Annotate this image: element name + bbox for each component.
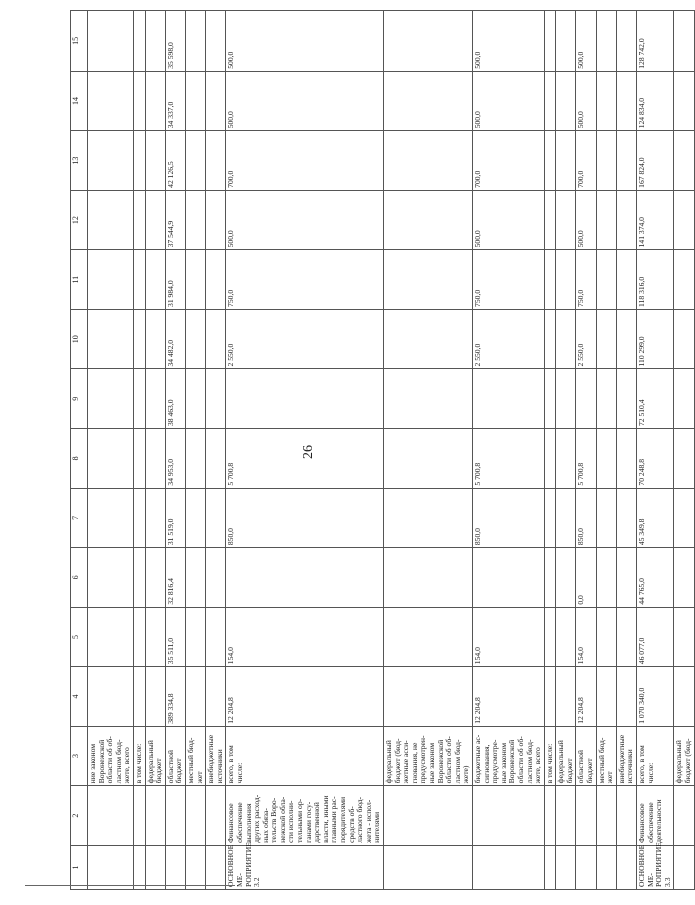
column-number: 4 — [71, 667, 88, 727]
amount-cell — [544, 369, 556, 429]
amount-cell: 167 824,0 — [637, 131, 674, 191]
column-number: 3 — [71, 726, 88, 786]
amount-cell: 12 204,8 — [576, 667, 596, 727]
amount-cell: 141 374,0 — [637, 190, 674, 250]
funding-source: всего, в том числе: — [637, 726, 674, 786]
amount-cell: 500,0 — [472, 190, 544, 250]
event-code — [616, 845, 636, 889]
funding-source: местный бюд-жет — [185, 726, 205, 786]
table-row — [145, 11, 165, 890]
amount-cell — [88, 71, 134, 131]
amount-cell — [596, 11, 616, 72]
amount-cell — [596, 71, 616, 131]
amount-cell: 500,0 — [472, 11, 544, 72]
amount-cell — [384, 548, 473, 608]
amount-cell — [674, 607, 694, 667]
amount-cell — [384, 250, 473, 310]
event-name: Финансовое обеспечение выполнения других расход-ных обяза-тельств Воро-нежской обла-сти исполни-тельными ор-ганами госу-дарственной власти, иными главными рас-порядителями средств об-ластного бюд-жета - испол-нителями — [226, 786, 384, 846]
amount-cell: 700,0 — [472, 131, 544, 191]
amount-cell: 2 550,0 — [576, 309, 596, 369]
event-code — [185, 845, 205, 889]
amount-cell: 850,0 — [226, 488, 384, 548]
event-code — [165, 845, 185, 889]
amount-cell — [596, 131, 616, 191]
event-code — [206, 845, 226, 889]
amount-cell — [384, 11, 473, 72]
amount-cell: 44 765,0 — [637, 548, 674, 608]
funding-source: в том числе: — [133, 726, 145, 786]
event-name: Финансовое обеспечение деятельности — [637, 786, 674, 846]
column-number: 12 — [71, 190, 88, 250]
event-code — [472, 845, 544, 889]
event-code — [145, 845, 165, 889]
table-row — [556, 11, 576, 890]
event-code — [556, 845, 576, 889]
event-code — [576, 845, 596, 889]
column-number: 10 — [71, 309, 88, 369]
amount-cell — [185, 250, 205, 310]
amount-cell — [472, 369, 544, 429]
amount-cell: 750,0 — [472, 250, 544, 310]
amount-cell — [556, 309, 576, 369]
amount-cell — [384, 190, 473, 250]
amount-cell — [206, 309, 226, 369]
amount-cell — [596, 429, 616, 489]
amount-cell — [88, 429, 134, 489]
funding-source: местный бюд-жет — [596, 726, 616, 786]
amount-cell — [133, 488, 145, 548]
amount-cell — [226, 548, 384, 608]
amount-cell: 154,0 — [472, 607, 544, 667]
funding-source: областной бюджет — [576, 726, 596, 786]
table-row — [472, 11, 544, 890]
event-name — [145, 786, 165, 846]
amount-cell — [145, 667, 165, 727]
amount-cell: 500,0 — [226, 190, 384, 250]
event-name — [472, 786, 544, 846]
amount-cell — [185, 11, 205, 72]
amount-cell — [556, 71, 576, 131]
funding-source: бюджетные ас-сигнования, предусмотре-ные законом Воронежской области об об-ластном бюд-жете, всего — [472, 726, 544, 786]
amount-cell — [616, 369, 636, 429]
event-name — [674, 786, 694, 846]
amount-cell: 700,0 — [576, 131, 596, 191]
amount-cell: 154,0 — [576, 607, 596, 667]
amount-cell — [384, 667, 473, 727]
column-number: 13 — [71, 131, 88, 191]
amount-cell — [384, 369, 473, 429]
event-name — [556, 786, 576, 846]
amount-cell — [384, 131, 473, 191]
amount-cell — [616, 71, 636, 131]
column-number: 6 — [71, 548, 88, 608]
amount-cell: 12 204,8 — [226, 667, 384, 727]
event-name — [384, 786, 473, 846]
amount-cell — [206, 71, 226, 131]
amount-cell — [133, 607, 145, 667]
column-number: 2 — [71, 786, 88, 846]
amount-cell — [185, 309, 205, 369]
amount-cell — [674, 548, 694, 608]
amount-cell — [145, 131, 165, 191]
amount-cell: 750,0 — [576, 250, 596, 310]
amount-cell: 72 510,4 — [637, 369, 674, 429]
amount-cell — [226, 369, 384, 429]
amount-cell — [133, 309, 145, 369]
amount-cell — [616, 250, 636, 310]
amount-cell — [616, 429, 636, 489]
table-row — [544, 11, 556, 890]
amount-cell: 37 544,9 — [165, 190, 185, 250]
amount-cell: 500,0 — [576, 190, 596, 250]
amount-cell — [616, 667, 636, 727]
amount-cell: 42 126,5 — [165, 131, 185, 191]
amount-cell: 124 834,0 — [637, 71, 674, 131]
amount-cell — [88, 488, 134, 548]
amount-cell — [544, 429, 556, 489]
amount-cell — [544, 11, 556, 72]
amount-cell — [133, 11, 145, 72]
amount-cell — [206, 131, 226, 191]
amount-cell: 1 070 340,0 — [637, 667, 674, 727]
amount-cell — [596, 309, 616, 369]
amount-cell — [133, 369, 145, 429]
amount-cell — [384, 488, 473, 548]
amount-cell: 45 349,8 — [637, 488, 674, 548]
amount-cell — [556, 429, 576, 489]
table-row — [616, 11, 636, 890]
amount-cell — [596, 369, 616, 429]
amount-cell: 500,0 — [226, 11, 384, 72]
amount-cell — [88, 190, 134, 250]
amount-cell — [674, 250, 694, 310]
amount-cell — [133, 250, 145, 310]
amount-cell: 46 077,0 — [637, 607, 674, 667]
table-row — [185, 11, 205, 890]
amount-cell: 38 463,0 — [165, 369, 185, 429]
funding-source: областной бюджет — [165, 726, 185, 786]
amount-cell: 70 248,8 — [637, 429, 674, 489]
amount-cell — [674, 131, 694, 191]
amount-cell — [544, 548, 556, 608]
amount-cell — [206, 667, 226, 727]
amount-cell — [88, 667, 134, 727]
amount-cell — [576, 369, 596, 429]
amount-cell — [556, 488, 576, 548]
amount-cell — [556, 11, 576, 72]
amount-cell — [185, 71, 205, 131]
amount-cell — [206, 11, 226, 72]
amount-cell — [556, 131, 576, 191]
amount-cell: 5 700,8 — [576, 429, 596, 489]
funding-source: в том числе: — [544, 726, 556, 786]
amount-cell — [596, 250, 616, 310]
amount-cell — [88, 548, 134, 608]
budget-table — [70, 10, 695, 890]
table-row — [88, 11, 134, 890]
amount-cell — [596, 667, 616, 727]
table-row — [674, 11, 694, 890]
amount-cell: 500,0 — [576, 11, 596, 72]
column-number: 5 — [71, 607, 88, 667]
funding-source: внебюджетные источники — [206, 726, 226, 786]
event-code — [544, 845, 556, 889]
amount-cell — [556, 250, 576, 310]
column-number: 1 — [71, 845, 88, 889]
amount-cell — [556, 548, 576, 608]
amount-cell — [674, 429, 694, 489]
event-name — [133, 786, 145, 846]
funding-source: внебюджетные источники — [616, 726, 636, 786]
rotated-budget-table — [70, 10, 692, 890]
amount-cell: 154,0 — [226, 607, 384, 667]
amount-cell — [206, 190, 226, 250]
amount-cell — [185, 369, 205, 429]
event-code — [596, 845, 616, 889]
amount-cell — [544, 71, 556, 131]
amount-cell — [596, 607, 616, 667]
amount-cell — [185, 488, 205, 548]
amount-cell — [596, 190, 616, 250]
table-body — [71, 11, 695, 890]
amount-cell — [145, 429, 165, 489]
amount-cell — [556, 607, 576, 667]
table-row — [596, 11, 616, 890]
amount-cell — [674, 71, 694, 131]
amount-cell: 34 482,0 — [165, 309, 185, 369]
amount-cell — [133, 429, 145, 489]
amount-cell — [544, 250, 556, 310]
amount-cell: 389 334,8 — [165, 667, 185, 727]
amount-cell: 700,0 — [226, 131, 384, 191]
amount-cell — [145, 71, 165, 131]
funding-source: всего, в том числе: — [226, 726, 384, 786]
amount-cell: 850,0 — [472, 488, 544, 548]
amount-cell — [384, 607, 473, 667]
event-code — [133, 845, 145, 889]
event-name — [165, 786, 185, 846]
table-row — [206, 11, 226, 890]
amount-cell — [384, 309, 473, 369]
amount-cell — [544, 667, 556, 727]
amount-cell — [133, 131, 145, 191]
amount-cell — [206, 548, 226, 608]
amount-cell — [616, 488, 636, 548]
funding-source: ние законом Воронежской области об об-ластном бюд-жете, всего — [88, 726, 134, 786]
page-number: 26 — [301, 445, 316, 459]
amount-cell — [674, 369, 694, 429]
amount-cell — [133, 190, 145, 250]
amount-cell — [133, 548, 145, 608]
amount-cell — [185, 548, 205, 608]
funding-source: федеральный бюджет (бюд-жетные асси-гнования, не предусмотрен-ные законом Воронежской области об об-ластном бюд-жете) — [384, 726, 473, 786]
amount-cell — [145, 190, 165, 250]
amount-cell: 118 316,0 — [637, 250, 674, 310]
footnote-divider — [25, 885, 235, 886]
amount-cell: 110 299,0 — [637, 309, 674, 369]
amount-cell: 750,0 — [226, 250, 384, 310]
amount-cell — [544, 607, 556, 667]
event-name — [544, 786, 556, 846]
amount-cell — [674, 11, 694, 72]
amount-cell — [544, 309, 556, 369]
amount-cell — [596, 488, 616, 548]
amount-cell: 35 598,0 — [165, 11, 185, 72]
amount-cell: 34 337,0 — [165, 71, 185, 131]
amount-cell — [556, 369, 576, 429]
amount-cell — [472, 548, 544, 608]
amount-cell — [556, 190, 576, 250]
amount-cell: 5 700,8 — [226, 429, 384, 489]
amount-cell: 5 700,8 — [472, 429, 544, 489]
amount-cell: 500,0 — [226, 71, 384, 131]
amount-cell — [206, 488, 226, 548]
amount-cell: 32 816,4 — [165, 548, 185, 608]
event-code — [384, 845, 473, 889]
amount-cell — [206, 607, 226, 667]
event-name — [616, 786, 636, 846]
funding-source: федеральный бюджет — [556, 726, 576, 786]
amount-cell — [185, 190, 205, 250]
amount-cell — [145, 369, 165, 429]
header-row — [71, 11, 88, 890]
event-code: ОСНОВНОЕ МЕ-РОПРИЯТИЕ 3.2 — [226, 845, 384, 889]
column-number: 7 — [71, 488, 88, 548]
event-name — [576, 786, 596, 846]
amount-cell: 31 984,0 — [165, 250, 185, 310]
amount-cell — [206, 250, 226, 310]
amount-cell: 500,0 — [576, 71, 596, 131]
column-number: 9 — [71, 369, 88, 429]
event-code — [674, 845, 694, 889]
column-number: 8 — [71, 429, 88, 489]
amount-cell: 500,0 — [472, 71, 544, 131]
amount-cell — [145, 607, 165, 667]
amount-cell: 2 550,0 — [226, 309, 384, 369]
amount-cell — [674, 667, 694, 727]
amount-cell — [185, 667, 205, 727]
table-row — [133, 11, 145, 890]
amount-cell — [88, 309, 134, 369]
amount-cell — [674, 190, 694, 250]
amount-cell — [544, 488, 556, 548]
funding-source: федеральный бюджет — [145, 726, 165, 786]
event-name — [596, 786, 616, 846]
table-row — [637, 11, 674, 890]
amount-cell — [206, 429, 226, 489]
event-name — [88, 786, 134, 846]
table-row — [576, 11, 596, 890]
amount-cell — [616, 190, 636, 250]
amount-cell — [596, 548, 616, 608]
amount-cell — [674, 309, 694, 369]
amount-cell — [556, 667, 576, 727]
funding-source: федеральный бюджет (бюд- — [674, 726, 694, 786]
table-row — [226, 11, 384, 890]
amount-cell: 31 519,0 — [165, 488, 185, 548]
amount-cell — [185, 131, 205, 191]
amount-cell: 0,0 — [576, 548, 596, 608]
amount-cell: 35 511,0 — [165, 607, 185, 667]
amount-cell: 34 953,0 — [165, 429, 185, 489]
amount-cell — [206, 369, 226, 429]
column-number: 11 — [71, 250, 88, 310]
amount-cell — [88, 369, 134, 429]
event-code: ОСНОВНОЕ МЕ-РОПРИЯТИЕ 3.3 — [637, 845, 674, 889]
amount-cell — [544, 190, 556, 250]
amount-cell: 2 550,0 — [472, 309, 544, 369]
amount-cell — [616, 607, 636, 667]
amount-cell: 128 742,0 — [637, 11, 674, 72]
amount-cell — [88, 11, 134, 72]
amount-cell — [133, 667, 145, 727]
amount-cell: 12 204,8 — [472, 667, 544, 727]
event-name — [185, 786, 205, 846]
event-code — [88, 845, 134, 889]
amount-cell — [145, 309, 165, 369]
amount-cell — [145, 548, 165, 608]
column-number: 14 — [71, 71, 88, 131]
amount-cell — [616, 548, 636, 608]
amount-cell — [616, 11, 636, 72]
amount-cell — [133, 71, 145, 131]
table-row — [165, 11, 185, 890]
amount-cell — [616, 131, 636, 191]
column-number: 15 — [71, 11, 88, 72]
amount-cell — [88, 607, 134, 667]
amount-cell — [88, 131, 134, 191]
amount-cell — [384, 429, 473, 489]
amount-cell — [544, 131, 556, 191]
event-name — [206, 786, 226, 846]
amount-cell — [674, 488, 694, 548]
amount-cell — [88, 250, 134, 310]
amount-cell — [384, 71, 473, 131]
amount-cell — [185, 429, 205, 489]
table-row — [384, 11, 473, 890]
amount-cell — [616, 309, 636, 369]
amount-cell — [145, 488, 165, 548]
amount-cell: 850,0 — [576, 488, 596, 548]
amount-cell — [185, 607, 205, 667]
amount-cell — [145, 11, 165, 72]
amount-cell — [145, 250, 165, 310]
